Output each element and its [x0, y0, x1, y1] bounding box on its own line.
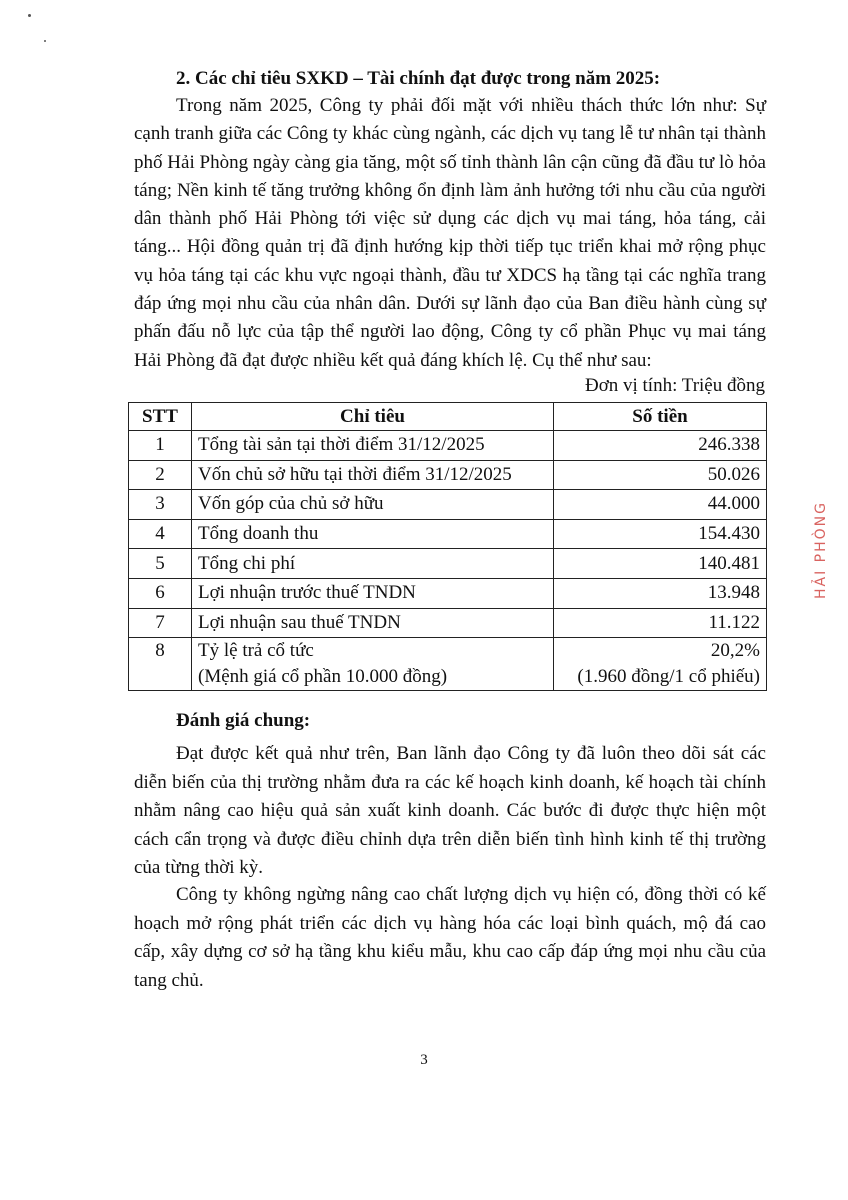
table-row: [129, 519, 767, 549]
scan-speck: [44, 40, 46, 42]
par-value-note: (Mệnh giá cổ phần 10.000 đồng): [198, 666, 448, 688]
assessment-paragraph: Công ty không ngừng nâng cao chất lượng dịch vụ hiện có, đồng thời có kế hoạch mở rộng phát triển các dịch vụ hàng hóa các loại bình quách, mộ đá cao cấp, xây dựng cơ sở hạ tầng khu kiểu mẫu, khu cao cấp đáp ứng mọi nhu cầu của tang chủ.: [134, 884, 766, 991]
table-row: [129, 638, 767, 691]
scan-speck: [28, 14, 31, 17]
side-stamp: [806, 470, 836, 630]
row-amount: 246.338: [554, 431, 767, 461]
header-amount: Số tiền: [554, 403, 767, 431]
row-indicator: Lợi nhuận sau thuế TNDN: [192, 608, 554, 638]
table-row: [129, 608, 767, 638]
table-header-row: [129, 403, 767, 431]
assessment-paragraph: Đạt được kết quả như trên, Ban lãnh đạo Công ty đã luôn theo dõi sát các diễn biến của thị trường nhằm đưa ra các kế hoạch kinh doanh, kế hoạch tài chính nhằm nâng cao hiệu quả sản xuất kinh doanh. Các bước đi được thực hiện một cách cẩn trọng và được điều chỉnh dựa trên diễn biến tình hình kinh tế thị trường của từng thời kỳ.: [134, 743, 766, 879]
row-indicator: Tổng chi phí: [192, 549, 554, 579]
intro-paragraph: Trong năm 2025, Công ty phải đối mặt với nhiều thách thức lớn như: Sự cạnh tranh giữa các Công ty khác cùng ngành, các dịch vụ tang lễ tư nhân tại thành phố Hải Phòng ngày càng gia tăng, một số tỉnh thành lân cận cũng đã đầu tư lò hỏa táng; Nền kinh tế tăng trưởng không ổn định làm ảnh hưởng tới nhu cầu của người dân thành phố Hải Phòng tới việc sử dụng các dịch vụ mai táng, hỏa táng, cải táng... Hội đồng quản trị đã định hướng kịp thời tiếp tục triển khai mở rộng phục vụ hỏa táng tại các khu vực ngoại thành, đầu tư XDCS hạ tầng tại các nghĩa trang đáp ứng mọi nhu cầu của nhân dân. Dưới sự lãnh đạo của Ban điều hành cùng sự phấn đấu nỗ lực của tập thể người lao động, Công ty cổ phần Phục vụ mai táng Hải Phòng đã đạt được nhiều kết quả đáng khích lệ. Cụ thể như sau:: [134, 95, 766, 371]
row-stt: 5: [129, 549, 192, 579]
row-amount: 11.122: [554, 608, 767, 638]
unit-note: Đơn vị tính: Triệu đồng: [584, 375, 765, 396]
row-stt: 6: [129, 578, 192, 608]
header-indicator: Chỉ tiêu: [192, 403, 554, 431]
table-row: [129, 578, 767, 608]
section-heading: 2. Các chỉ tiêu SXKD – Tài chính đạt được trong năm 2025:: [176, 68, 661, 89]
dividend-label: Tỷ lệ trả cổ tức: [198, 640, 314, 662]
row-amount: 44.000: [554, 490, 767, 520]
page-number: 3: [420, 1052, 428, 1068]
table-row: [129, 490, 767, 520]
row-indicator: Tổng tài sản tại thời điểm 31/12/2025: [192, 431, 554, 461]
table-row: [129, 549, 767, 579]
row-stt: 3: [129, 490, 192, 520]
row-indicator: Vốn góp của chủ sở hữu: [192, 490, 554, 520]
side-stamp-text: HẢI PHÒNG: [813, 501, 829, 599]
row-amount: 50.026: [554, 460, 767, 490]
row-stt: 8: [129, 638, 192, 691]
row-indicator: Tổng doanh thu: [192, 519, 554, 549]
table-row: [129, 431, 767, 461]
row-stt: 2: [129, 460, 192, 490]
row-amount: 154.430: [554, 519, 767, 549]
dividend-per-share: (1.960 đồng/1 cổ phiếu): [577, 666, 760, 688]
row-stt: 4: [129, 519, 192, 549]
row-indicator: [192, 638, 554, 691]
row-stt: 1: [129, 431, 192, 461]
row-amount: 140.481: [554, 549, 767, 579]
financial-indicators-table: [128, 402, 767, 691]
row-amount: [554, 638, 767, 691]
assessment-heading: Đánh giá chung:: [176, 710, 311, 731]
table-row: [129, 460, 767, 490]
header-stt: STT: [129, 403, 192, 431]
row-stt: 7: [129, 608, 192, 638]
row-indicator: Vốn chủ sở hữu tại thời điểm 31/12/2025: [192, 460, 554, 490]
dividend-rate: 20,2%: [710, 640, 760, 662]
row-amount: 13.948: [554, 578, 767, 608]
row-indicator: Lợi nhuận trước thuế TNDN: [192, 578, 554, 608]
